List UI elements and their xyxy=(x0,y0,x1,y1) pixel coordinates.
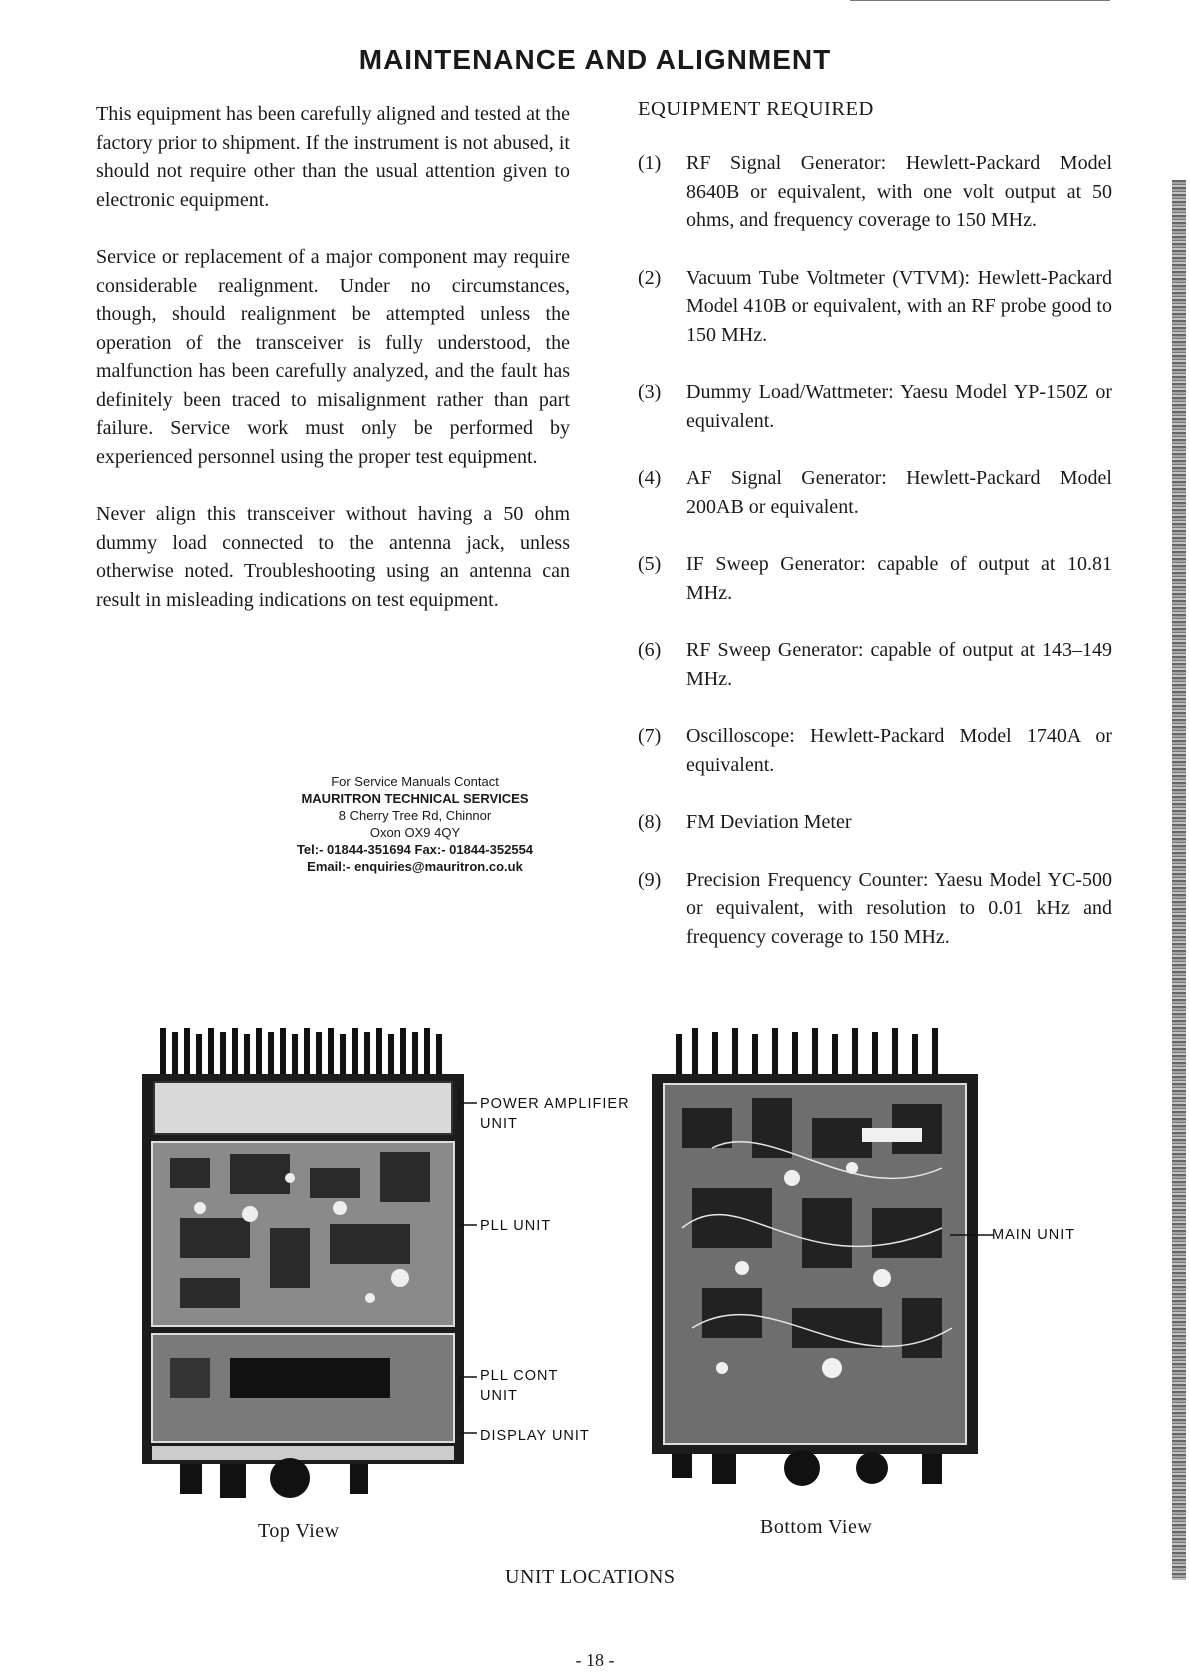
equipment-item xyxy=(638,722,1112,779)
contact-phone: Tel:- 01844-351694 Fax:- 01844-352554 xyxy=(296,842,534,857)
contact-email: Email:- enquiries@mauritron.co.uk xyxy=(307,859,523,874)
equipment-item xyxy=(638,866,1112,952)
label-power-amplifier xyxy=(480,1094,630,1134)
equipment-item-number: (4) xyxy=(638,467,662,489)
label-display-unit: DISPLAY UNIT xyxy=(480,1428,590,1444)
label-pll-unit: PLL UNIT xyxy=(480,1218,552,1234)
equipment-item-number: (3) xyxy=(638,381,662,403)
equipment-item-text: Precision Frequency Counter: Yaesu Model YC-500 or equivalent, with resolution to 0.01 kHz and frequency coverage to 150 MHz. xyxy=(686,868,1112,948)
page-title: MAINTENANCE AND ALIGNMENT xyxy=(358,44,832,75)
contact-line: For Service Manuals Contact xyxy=(331,774,499,789)
equipment-item xyxy=(638,636,1112,693)
intro-paragraph-2: Service or replacement of a major component may require considerable realignment. Under no circumstances, though, should realignment be attempted unless the operation of the transceiver is fully understood, the malfunction has been carefully analyzed, and the fault has definitely been traced to misalignment rather than part failure. Service work must only be performed by experienced personnel using the proper test equipment. xyxy=(96,246,570,468)
equipment-item-text: AF Signal Generator: Hewlett-Packard Model 200AB or equivalent. xyxy=(686,467,1112,518)
equipment-item-text: RF Sweep Generator: capable of output at 143–149 MHz. xyxy=(686,639,1112,690)
equipment-item-text: RF Signal Generator: Hewlett-Packard Model 8640B or equivalent, with one volt output at 50 ohms, and frequency coverage to 150 MHz. xyxy=(686,152,1112,231)
equipment-heading: EQUIPMENT REQUIRED xyxy=(638,98,874,120)
equipment-item-number: (6) xyxy=(638,639,662,661)
equipment-item-number: (2) xyxy=(638,266,662,289)
intro-paragraph-3: Never align this transceiver without having a 50 ohm dummy load connected to the antenna jack, unless otherwise noted. Troubleshooting using an antenna can result in misleading indications on test equipment. xyxy=(96,503,570,611)
scan-edge-band xyxy=(1172,180,1186,1580)
bottom-view-image xyxy=(652,1028,982,1488)
service-contact-block xyxy=(265,773,565,875)
top-view-image xyxy=(140,1028,470,1498)
contact-line: Oxon OX9 4QY xyxy=(369,825,461,840)
equipment-item xyxy=(638,550,1112,607)
contact-line: 8 Cherry Tree Rd, Chinnor xyxy=(338,808,492,823)
label-pll-cont-line1: PLL CONT xyxy=(480,1368,559,1384)
intro-column xyxy=(96,100,570,643)
equipment-item-number: (1) xyxy=(638,152,662,174)
equipment-item xyxy=(638,149,1112,235)
equipment-item-text: Oscilloscope: Hewlett-Packard Model 1740A or equivalent. xyxy=(686,725,1112,776)
label-pll-cont-unit xyxy=(480,1366,558,1406)
label-power-amplifier-line2: UNIT xyxy=(480,1116,518,1132)
equipment-column xyxy=(638,98,1112,980)
label-power-amplifier-line1: POWER AMPLIFIER xyxy=(480,1096,630,1112)
equipment-item-number: (5) xyxy=(638,553,662,575)
equipment-item-text: Dummy Load/Wattmeter: Yaesu Model YP-150Z or equivalent. xyxy=(686,381,1112,432)
equipment-item-number: (8) xyxy=(638,811,662,833)
equipment-item xyxy=(638,464,1112,521)
equipment-item-number: (7) xyxy=(638,725,662,747)
top-rule xyxy=(850,0,1110,1)
equipment-item-text: Vacuum Tube Voltmeter (VTVM): Hewlett-Packard Model 410B or equivalent, with an RF probe good to 150 MHz. xyxy=(686,266,1112,346)
intro-paragraph-1: This equipment has been carefully aligned and tested at the factory prior to shipment. If the instrument is not abused, it should not require other than the usual attention given to electronic equipment. xyxy=(96,103,570,211)
label-main-unit: MAIN UNIT xyxy=(992,1227,1076,1243)
bottom-view-photo xyxy=(652,1028,982,1488)
equipment-item xyxy=(638,378,1112,435)
equipment-item-text: IF Sweep Generator: capable of output at 10.81 MHz. xyxy=(686,553,1112,604)
figure-caption: UNIT LOCATIONS xyxy=(505,1566,676,1588)
top-view-caption: Top View xyxy=(258,1520,340,1542)
contact-company: MAURITRON TECHNICAL SERVICES xyxy=(301,791,529,806)
bottom-view-callout-line xyxy=(950,1232,994,1238)
equipment-item xyxy=(638,264,1112,350)
equipment-item-number: (9) xyxy=(638,868,662,891)
page-number: - 18 - xyxy=(575,1650,615,1670)
equipment-item-text: FM Deviation Meter xyxy=(686,811,852,833)
equipment-item xyxy=(638,808,1112,837)
top-view-photo xyxy=(140,1028,470,1498)
label-pll-cont-line2: UNIT xyxy=(480,1388,518,1404)
bottom-view-caption: Bottom View xyxy=(760,1516,873,1538)
